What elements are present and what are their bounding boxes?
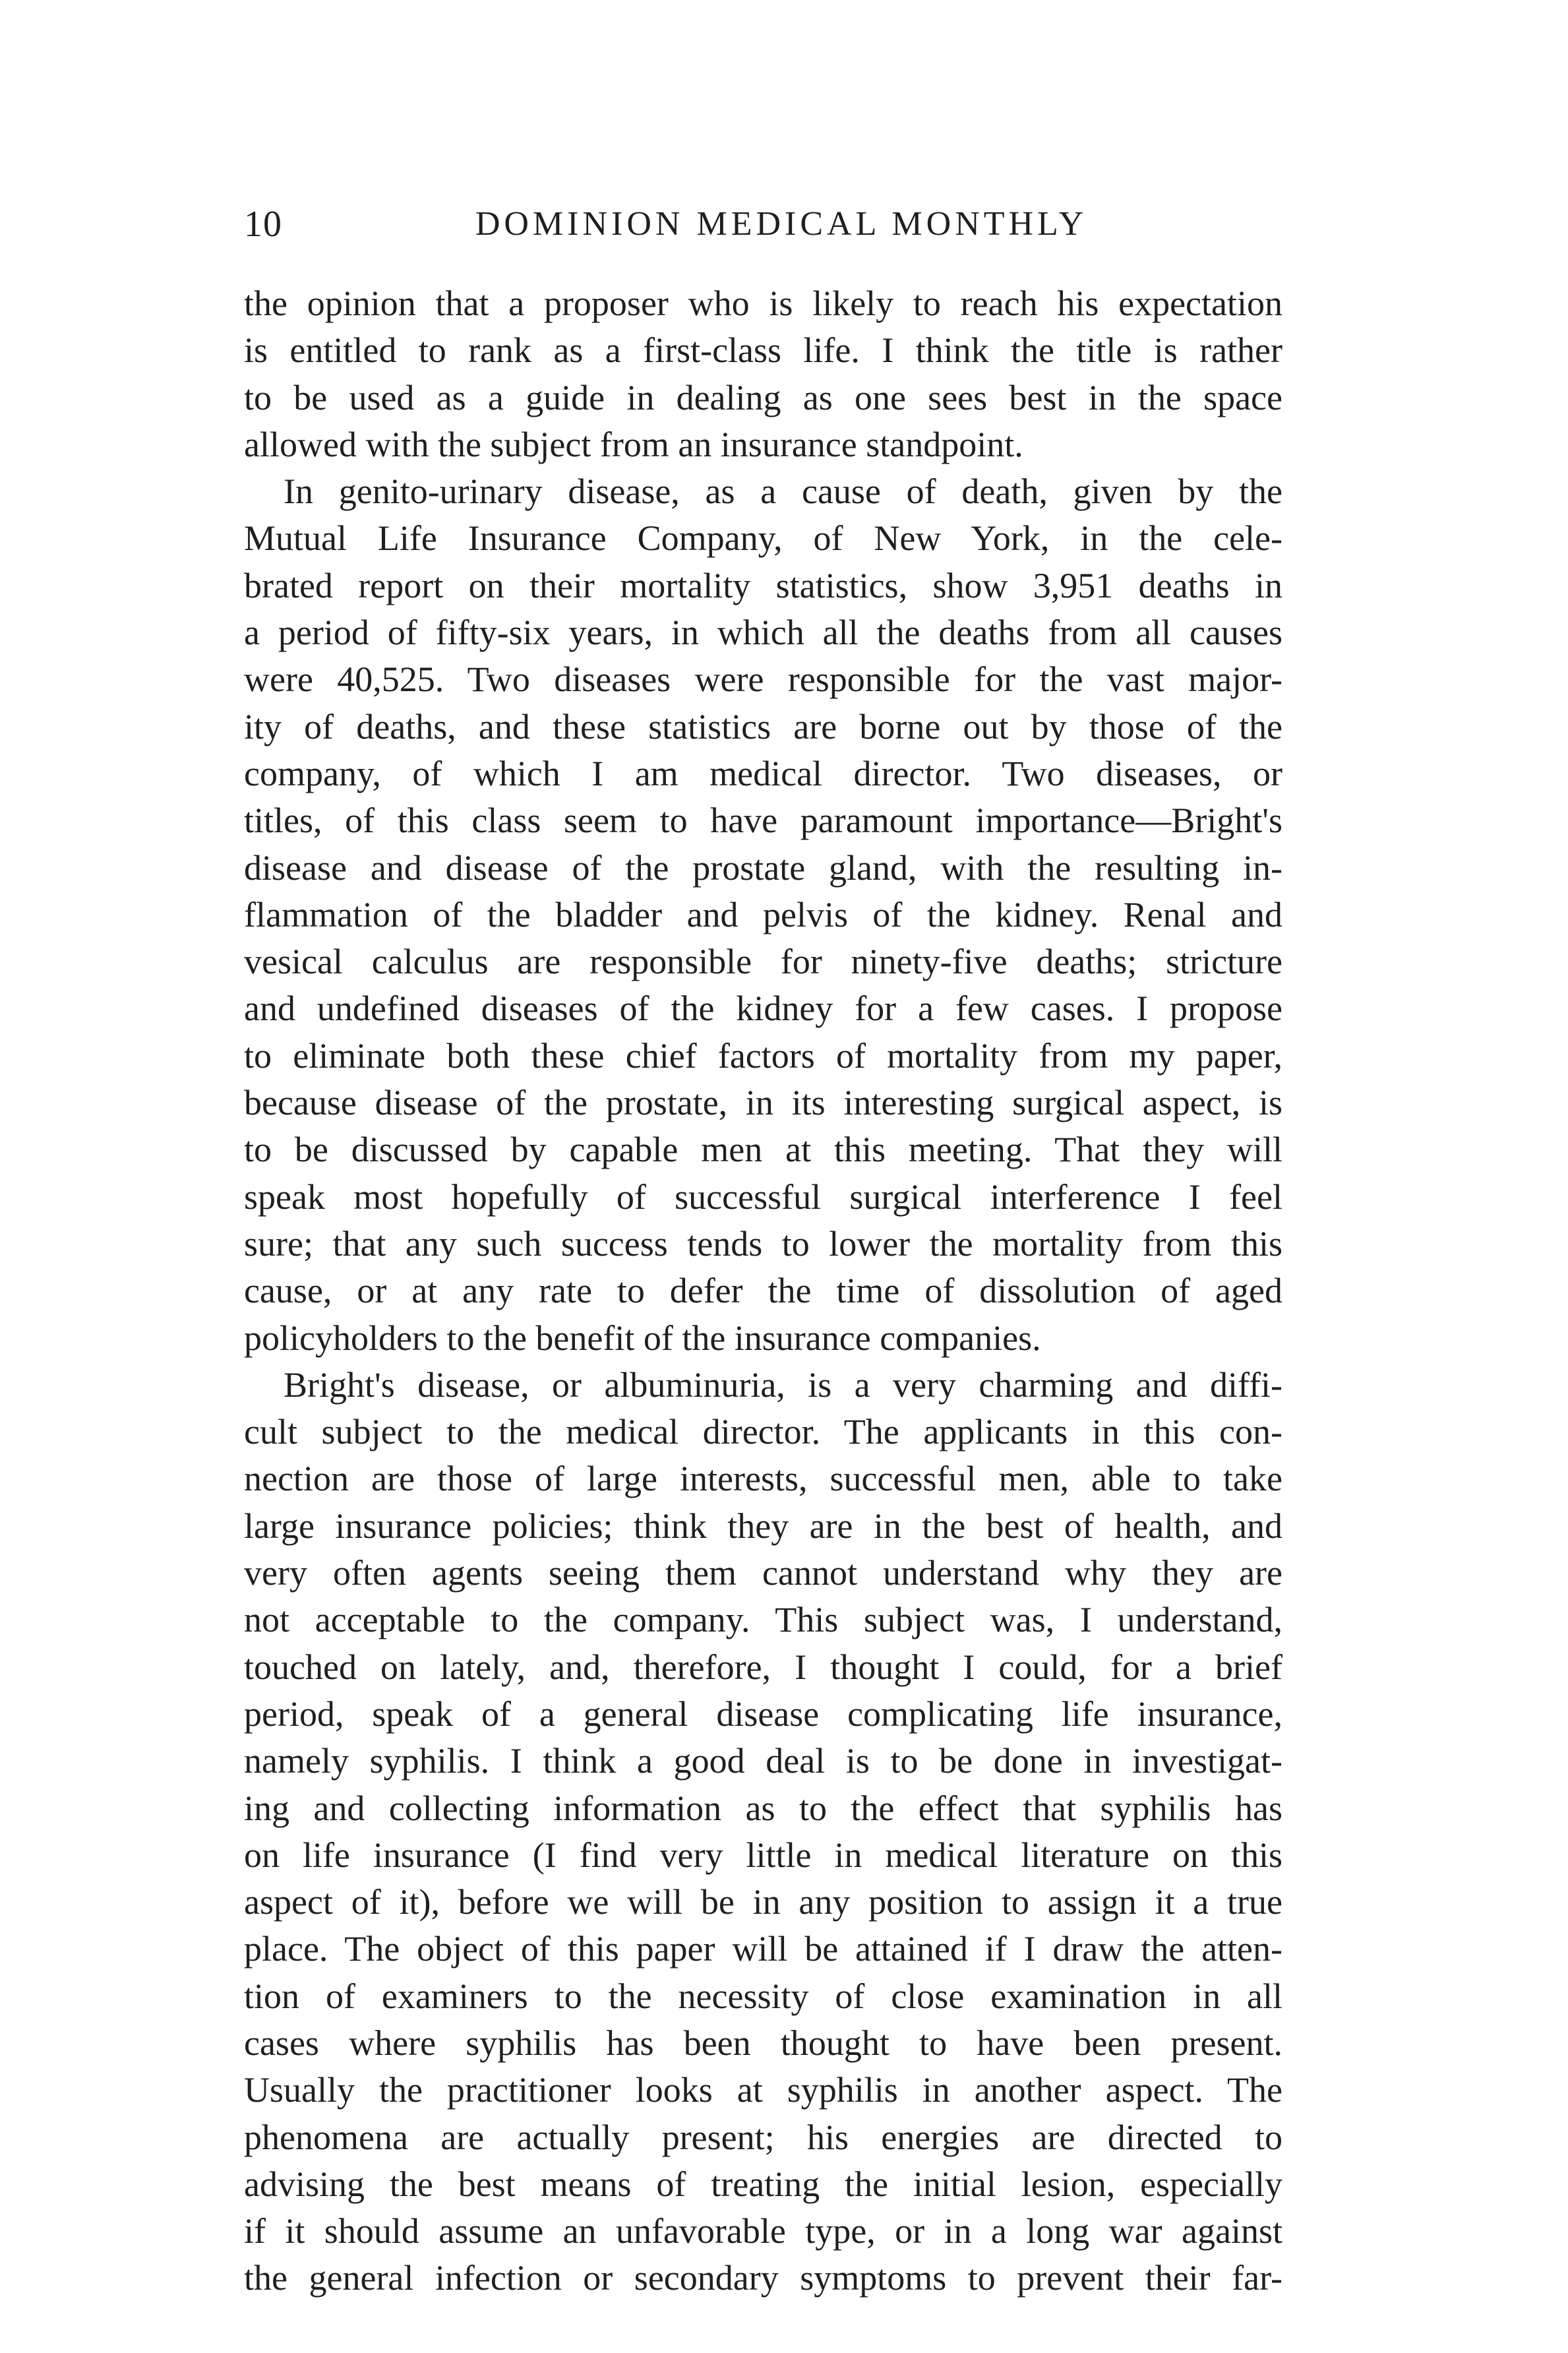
text-line: is entitled to rank as a first-class life. I think the title is rather bbox=[244, 330, 1282, 371]
text-line: company, of which I am medical director. Two diseases, or bbox=[244, 753, 1282, 793]
text-line: sure; that any such success tends to lower the mortality from this bbox=[244, 1223, 1282, 1264]
text-line: Mutual Life Insurance Company, of New York, in the cele- bbox=[244, 518, 1282, 559]
text-line: on life insurance (I find very little in medical literature on this bbox=[244, 1835, 1282, 1875]
text-line: because disease of the prostate, in its interesting surgical aspect, is bbox=[244, 1083, 1282, 1123]
text-line: the general infection or secondary symptoms to prevent their far- bbox=[244, 2258, 1282, 2298]
text-line: not acceptable to the company. This subject was, I understand, bbox=[244, 1600, 1282, 1640]
text-line: allowed with the subject from an insurance standpoint. bbox=[244, 424, 1023, 464]
body-text bbox=[244, 280, 1282, 2302]
text-line: Usually the practitioner looks at syphilis in another aspect. The bbox=[244, 2070, 1282, 2110]
text-line: In genito-urinary disease, as a cause of death, given by the bbox=[284, 472, 1282, 512]
text-line: cases where syphilis has been thought to have been present. bbox=[244, 2023, 1282, 2063]
text-line: very often agents seeing them cannot understand why they are bbox=[244, 1553, 1282, 1593]
text-line: touched on lately, and, therefore, I thought I could, for a brief bbox=[244, 1647, 1282, 1687]
text-line: to be used as a guide in dealing as one sees best in the space bbox=[244, 377, 1282, 417]
text-line: brated report on their mortality statistics, show 3,951 deaths in bbox=[244, 565, 1282, 605]
text-line: disease and disease of the prostate gland, with the resulting in- bbox=[244, 847, 1282, 888]
text-line: period, speak of a general disease complicating life insurance, bbox=[244, 1694, 1282, 1734]
text-line: and undefined diseases of the kidney for a few cases. I propose bbox=[244, 989, 1282, 1029]
text-line: a period of fifty-six years, in which all the deaths from all causes bbox=[244, 613, 1282, 653]
text-line: nection are those of large interests, successful men, able to take bbox=[244, 1459, 1282, 1499]
text-line: vesical calculus are responsible for ninety-five deaths; stricture bbox=[244, 942, 1282, 982]
text-line: place. The object of this paper will be attained if I draw the atten- bbox=[244, 1929, 1282, 1969]
text-line: policyholders to the benefit of the insurance companies. bbox=[244, 1318, 1041, 1358]
text-line: cult subject to the medical director. The applicants in this con- bbox=[244, 1412, 1282, 1452]
text-line: large insurance policies; think they are in the best of health, and bbox=[244, 1506, 1282, 1546]
text-line: cause, or at any rate to defer the time of dissolution of aged bbox=[244, 1271, 1282, 1311]
text-line: if it should assume an unfavorable type, or in a long war against bbox=[244, 2211, 1282, 2251]
text-line: ing and collecting information as to the effect that syphilis has bbox=[244, 1788, 1282, 1828]
text-line: Bright's disease, or albuminuria, is a very charming and diffi- bbox=[284, 1364, 1282, 1405]
text-line: aspect of it), before we will be in any position to assign it a true bbox=[244, 1882, 1282, 1922]
text-line: titles, of this class seem to have paramount importance—Bright's bbox=[244, 801, 1282, 841]
text-line: flammation of the bladder and pelvis of the kidney. Renal and bbox=[244, 894, 1282, 934]
text-line: to be discussed by capable men at this meeting. That they will bbox=[244, 1130, 1282, 1170]
text-line: were 40,525. Two diseases were responsible for the vast major- bbox=[244, 659, 1282, 700]
text-line: namely syphilis. I think a good deal is to be done in investigat- bbox=[244, 1741, 1282, 1781]
text-line: the opinion that a proposer who is likely to reach his expectation bbox=[244, 284, 1282, 323]
text-line: speak most hopefully of successful surgical interference I feel bbox=[244, 1176, 1282, 1217]
running-head bbox=[244, 198, 1292, 251]
text-line: advising the best means of treating the initial lesion, especially bbox=[244, 2164, 1282, 2204]
journal-title: DOMINION MEDICAL MONTHLY bbox=[475, 205, 1088, 243]
text-line: phenomena are actually present; his energies are directed to bbox=[244, 2117, 1282, 2157]
page-number: 10 bbox=[244, 204, 282, 245]
text-line: ity of deaths, and these statistics are borne out by those of the bbox=[244, 706, 1282, 747]
text-line: tion of examiners to the necessity of close examination in all bbox=[244, 1976, 1282, 2016]
text-line: to eliminate both these chief factors of mortality from my paper, bbox=[244, 1035, 1282, 1076]
